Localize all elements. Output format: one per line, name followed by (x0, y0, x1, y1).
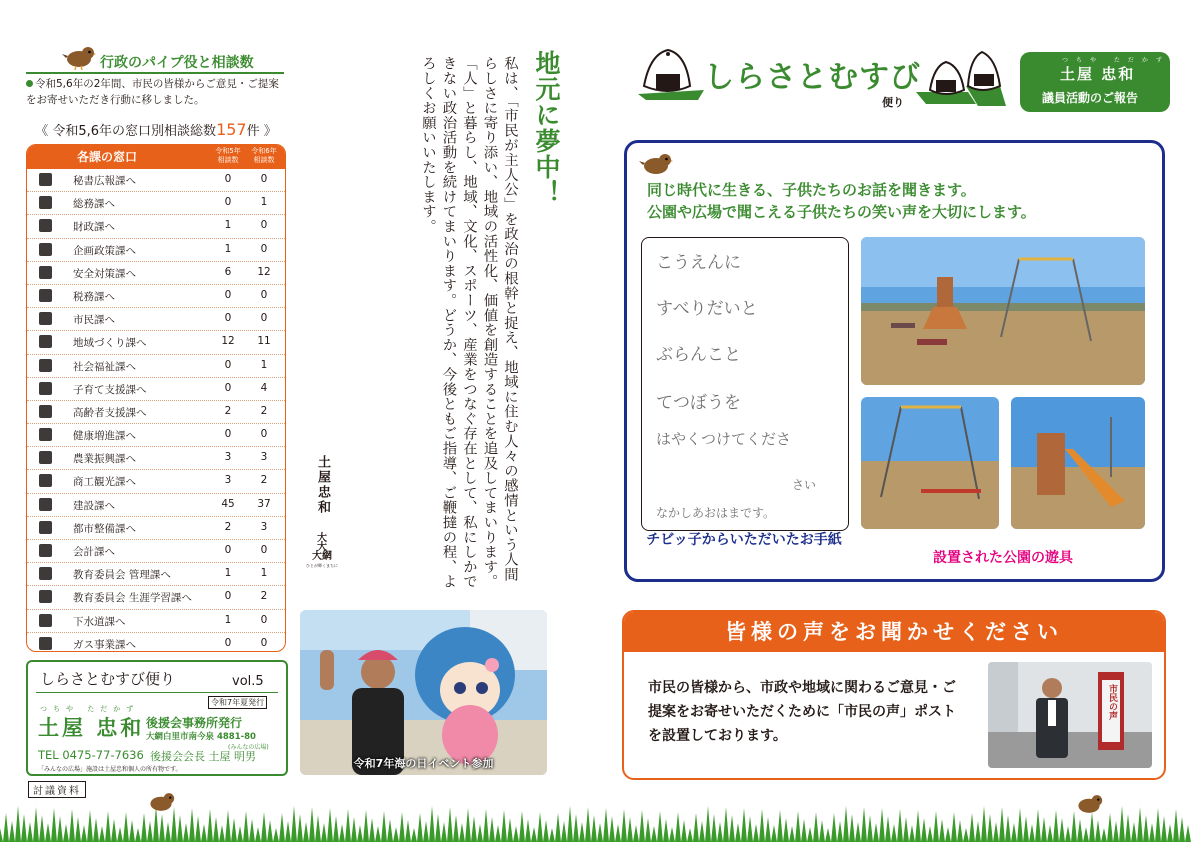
slide-photo-image (1011, 397, 1145, 529)
row-r6: 0 (260, 544, 268, 556)
table-row (27, 401, 285, 424)
column-body: 私は、「市民が主人公」を政治の根幹と捉え、地域に住む人々の感情という人間らしさに寄り添い、地域の活性化、価値を創造することを追及してまいります。「人」と暮らし、地域、文化、スポーツ、産業をつなぐ存在として、私にしかできない政治活動を続けてまいります。どうか、今後ともご指導、ご鞭撻の程、よろしくお願いいたします。 (420, 56, 518, 589)
sparrow-icon (639, 151, 673, 177)
table-header (27, 145, 285, 169)
row-window: 都市整備課へ (73, 522, 136, 535)
row-r6: 2 (260, 404, 268, 417)
row-r5: 1 (224, 219, 232, 232)
family-icon (39, 382, 52, 395)
row-r5: 0 (224, 173, 232, 185)
header-r6: 令和6年相談数 (251, 147, 277, 164)
total-suffix: 件 》 (246, 124, 277, 139)
newsletter-logo-sub: 便り (882, 96, 904, 109)
row-r5: 0 (224, 590, 232, 603)
table-row (27, 424, 285, 447)
table-row (27, 610, 285, 633)
swing-photo (861, 397, 999, 529)
letter-line: こうえんに (656, 253, 741, 273)
study-icon (39, 590, 52, 603)
edit-icon (39, 243, 52, 256)
row-window: 教育委員会 管理課へ (73, 569, 171, 582)
intro-text (26, 76, 286, 108)
publisher-name: 土屋 忠和 (38, 716, 145, 740)
row-r5: 3 (224, 451, 232, 464)
total-prefix: 《 令和5,6年の窓口別相談総数 (35, 124, 217, 139)
city-logo-line1: 大 (317, 533, 327, 544)
footnote: 「みんなの広場」施設は土屋忠和個人の所有物です。 (38, 766, 182, 773)
letter-caption: チビッ子からいただいたお手紙 (646, 532, 842, 548)
table-row (27, 540, 285, 563)
briefcase-icon (39, 474, 52, 487)
row-window: 健康増進課へ (73, 430, 136, 443)
row-r6: 0 (260, 242, 268, 255)
row-r6: 0 (260, 613, 268, 626)
city-logo-line2: 大 (317, 542, 327, 553)
row-r5: 12 (221, 335, 235, 348)
row-window: 財政課へ (73, 221, 115, 234)
row-r5: 0 (224, 636, 232, 649)
table-row (27, 494, 285, 517)
row-window: 高齢者支援課へ (73, 406, 147, 419)
name-tag-name: 土屋 忠和 (1060, 65, 1136, 83)
name-tag (1020, 52, 1170, 112)
slide-photo (1011, 397, 1145, 529)
letter-line: てつぼうを (656, 393, 741, 413)
table-row (27, 169, 285, 192)
newsletter-title: しらさとむすび便り (40, 670, 176, 688)
row-r6: 4 (260, 381, 268, 394)
row-r5: 0 (224, 196, 232, 209)
row-r6: 3 (260, 520, 268, 533)
calculator-icon (39, 544, 52, 557)
helmet-icon (39, 266, 52, 279)
column-headline: 地元に夢中！ (532, 50, 561, 206)
onigiri-icon (916, 48, 1006, 110)
total-number: 157 (216, 120, 247, 139)
row-r5: 6 (224, 265, 232, 278)
child-letter (641, 237, 849, 531)
row-r5: 0 (224, 428, 232, 441)
row-r5: 2 (224, 404, 232, 417)
city-logo (300, 534, 344, 582)
sprout-icon (39, 451, 52, 464)
row-window: 秘書広報課へ (73, 175, 136, 187)
row-window: 農業振興課へ (73, 453, 136, 466)
city-logo-tagline: ひとが輝くまちに (306, 563, 338, 568)
newsletter-logo: しらさとむすび (704, 60, 921, 95)
row-r5: 0 (224, 358, 232, 371)
town-icon (39, 335, 52, 348)
table-row (27, 378, 285, 401)
bullet-dot (26, 80, 33, 87)
table-row (27, 192, 285, 215)
row-r6: 2 (260, 474, 268, 487)
bag-icon (39, 219, 52, 232)
office-label: 後援会事務所発行 (146, 716, 243, 730)
info-rule (36, 692, 278, 693)
address-note: (みんなの広場) (228, 744, 269, 751)
document-icon (39, 196, 52, 209)
row-window: 総務課へ (73, 198, 115, 211)
health-icon (39, 428, 52, 441)
table-row (27, 285, 285, 308)
row-r5: 0 (224, 312, 232, 325)
table-row (27, 331, 285, 354)
row-window: 地域づくり課へ (73, 337, 147, 350)
row-window: 建設課へ (73, 499, 115, 512)
event-photo-caption: 令和7年海の日イベント参加 (353, 757, 494, 770)
row-r5: 1 (224, 613, 232, 626)
name-tag-ruby: つちや ただかず (1062, 57, 1170, 64)
row-window: 教育委員会 生涯学習課へ (73, 592, 192, 605)
tax-icon (39, 289, 52, 302)
grass-border (0, 800, 1191, 842)
row-r6: 0 (260, 173, 268, 185)
row-r6: 0 (260, 312, 268, 325)
row-r6: 1 (260, 196, 268, 209)
row-r5: 45 (221, 497, 235, 510)
row-r6: 37 (257, 497, 271, 510)
event-photo-image (300, 610, 547, 775)
table-row (27, 517, 285, 540)
row-window: 下水道課へ (73, 615, 126, 628)
row-r6: 0 (260, 288, 268, 301)
row-r5: 0 (224, 381, 232, 394)
table-body (27, 169, 285, 652)
table-row (27, 239, 285, 262)
table-row (27, 563, 285, 586)
voice-section (622, 610, 1166, 780)
row-window: 市民課へ (73, 314, 115, 327)
volume: vol.5 (232, 674, 264, 689)
post-sign: 市民の声 (1107, 684, 1117, 720)
event-photo (300, 610, 547, 775)
row-window: 安全対策課へ (73, 267, 136, 280)
row-window: 税務課へ (73, 290, 115, 303)
row-r6: 1 (260, 358, 268, 371)
consultation-table (26, 144, 286, 652)
info-box (26, 660, 288, 776)
office-address: 大網白里市南今泉 4881-80 (146, 732, 256, 742)
flame-icon (39, 637, 52, 650)
table-row (27, 262, 285, 285)
city-logo-mark (300, 534, 344, 561)
playground-caption: 設置された公園の遊具 (933, 550, 1073, 566)
section-title: 行政のパイプ役と相談数 (100, 55, 254, 71)
playground-photo-image (861, 237, 1145, 385)
notebook-icon (39, 173, 52, 186)
water-drop-icon (39, 614, 52, 627)
sparrow-icon (1074, 792, 1104, 816)
row-window: 企画政策課へ (73, 244, 136, 257)
city-logo-line3: 大網 (312, 551, 332, 562)
intro-content: 令和5,6年の2年間、市民の皆様からご意見・ご提案をお寄せいただき行動に移しました。 (26, 78, 279, 106)
row-r6: 0 (260, 428, 268, 441)
voice-heading: 皆様の声をお聞かせください (624, 612, 1164, 652)
kids-heading-2: 公園や広場で聞こえる子供たちの笑い声を大切にします。 (647, 203, 1036, 221)
table-row (27, 355, 285, 378)
row-r5: 1 (224, 242, 232, 255)
row-r5: 2 (224, 520, 232, 533)
name-ruby: つちや ただかず (40, 705, 140, 713)
row-r6: 2 (260, 590, 268, 603)
row-r6: 3 (260, 451, 268, 464)
row-window: ガス事業課へ (73, 638, 136, 651)
name-tag-subtitle: 議員活動のご報告 (1042, 91, 1139, 105)
table-row (27, 633, 285, 652)
row-r6: 0 (260, 636, 268, 649)
elder-icon (39, 405, 52, 418)
post-photo-image (988, 662, 1152, 768)
voice-body: 市民の皆様から、市政や地域に関わるご意見・ご提案をお寄せいただくために「市民の声」ポストを設置しております。 (648, 680, 956, 744)
table-row (27, 215, 285, 238)
chairman: 後援会会長 土屋 明男 (150, 750, 256, 763)
table-row (27, 586, 285, 609)
letter-line: なかしあおはまです。 (656, 506, 776, 520)
row-r6: 11 (257, 335, 271, 348)
letter-line: すべりだいと (656, 299, 758, 319)
kids-heading-1: 同じ時代に生きる、子供たちのお話を聞きます。 (647, 181, 976, 199)
row-window: 社会福祉課へ (73, 360, 136, 373)
table-row (27, 447, 285, 470)
letter-line: さい (792, 478, 817, 492)
post-photo (988, 662, 1152, 768)
people-icon (39, 312, 52, 325)
phone-number: TEL 0475-77-7636 (38, 748, 144, 762)
letter-line: はやくつけてくださ (656, 430, 792, 448)
table-row (27, 308, 285, 331)
letter-line: ぶらんこと (656, 345, 741, 365)
row-r5: 0 (224, 544, 232, 556)
issue-date: 令和7年夏発行 (208, 696, 267, 709)
kids-section (624, 140, 1165, 582)
discussion-label: 討議資料 (28, 781, 86, 798)
signature: 土屋忠和 (315, 455, 330, 515)
row-r6: 0 (260, 219, 268, 232)
welfare-icon (39, 359, 52, 372)
table-row (27, 470, 285, 493)
sparrow-icon (62, 44, 96, 70)
book-icon (39, 567, 52, 580)
header-r5: 令和5年相談数 (215, 147, 241, 164)
row-r6: 12 (257, 265, 271, 278)
row-r5: 0 (224, 288, 232, 301)
section-rule (26, 72, 284, 74)
building-icon (39, 521, 52, 534)
swing-photo-image (861, 397, 999, 529)
playground-photo (861, 237, 1145, 385)
header-window: 各課の窓口 (77, 150, 138, 164)
row-r5: 3 (224, 474, 232, 487)
row-r6: 1 (260, 567, 268, 580)
row-window: 商工観光課へ (73, 476, 136, 489)
total-count (26, 120, 286, 139)
row-window: 子育て支援課へ (73, 383, 147, 396)
onigiri-icon (628, 46, 708, 108)
row-window: 会計課へ (73, 546, 115, 558)
row-r5: 1 (224, 567, 232, 580)
sparrow-icon (146, 790, 176, 814)
hammer-icon (39, 498, 52, 511)
